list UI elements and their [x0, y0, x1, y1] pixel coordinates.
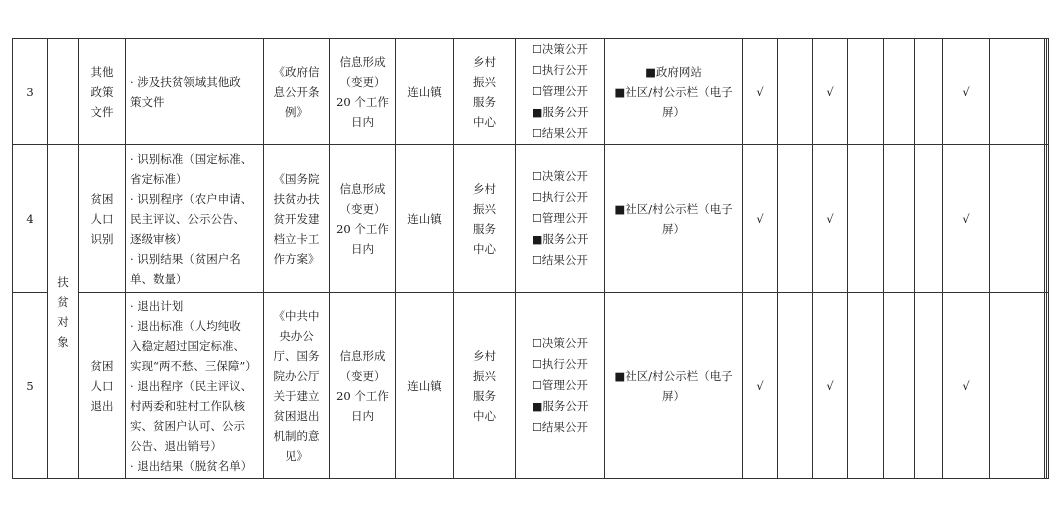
timing-line: 信息形成 [339, 181, 386, 196]
organization-line: 乡村 [473, 348, 496, 363]
disclosure-option [516, 102, 604, 123]
channel-line: 屏） [662, 388, 685, 403]
content-detail [126, 145, 264, 293]
item-name [79, 145, 126, 293]
group-label-char: 扶 [57, 274, 69, 289]
code-cell [1047, 145, 1049, 293]
table-row [13, 145, 1049, 293]
tick-cell: √ [813, 145, 848, 293]
tick-cell: √ [943, 39, 990, 145]
organization-line: 中心 [473, 114, 496, 129]
basis-line: 息公开条 [273, 84, 320, 99]
disclosure-type [516, 39, 605, 145]
disclosure-option-label: 服务公开 [542, 105, 589, 119]
code-line [1047, 386, 1048, 406]
disclosure-option [516, 333, 604, 354]
content-line: · 识别结果（贫困户名 [130, 251, 241, 266]
tick-cell: √ [743, 145, 778, 293]
disclosure-option-label: 决策公开 [541, 336, 588, 350]
content-line: · 退出计划 [130, 298, 184, 313]
organization-line: 服务 [473, 221, 496, 236]
basis [264, 39, 330, 145]
basis-line: 贫开发建 [273, 211, 320, 226]
empty-box-icon: ☐ [532, 170, 542, 183]
empty-box-icon: ☐ [532, 358, 542, 371]
disclosure-option [516, 81, 604, 102]
group-label-char: 对 [57, 314, 69, 329]
disclosure-option-label: 决策公开 [541, 169, 588, 183]
empty-cell [915, 145, 943, 293]
empty-box-icon: ☐ [532, 212, 542, 225]
code-line [1045, 366, 1046, 386]
empty-box-icon: ☐ [532, 254, 542, 267]
timing [330, 293, 396, 479]
disclosure-option [516, 39, 604, 60]
code-line [1047, 92, 1048, 112]
organization-line: 乡村 [473, 181, 496, 196]
tick-cell: √ [813, 293, 848, 479]
timing-line: 20 个工作 [336, 221, 389, 236]
timing-line: （变更） [339, 74, 386, 89]
organization-line: 服务 [473, 388, 496, 403]
timing-line: 日内 [351, 408, 374, 423]
disclosure-option [516, 187, 604, 208]
disclosure-option [516, 208, 604, 229]
content-line: · 涉及扶贫领域其他政 [130, 74, 241, 89]
timing-line: （变更） [339, 201, 386, 216]
content-line: 逐级审核） [130, 231, 188, 246]
disclosure-option [516, 166, 604, 187]
timing-line: 20 个工作 [336, 388, 389, 403]
organization-line: 服务 [473, 94, 496, 109]
basis-line: 扶贫办扶 [273, 191, 320, 206]
content-line: 实现“两不愁、三保障”） [130, 358, 257, 373]
disclosure-option [516, 417, 604, 438]
empty-cell [848, 39, 884, 145]
channel-line: 屏） [662, 104, 685, 119]
channels [605, 39, 743, 145]
empty-cell [915, 293, 943, 479]
basis-line: 例》 [285, 104, 308, 119]
empty-cell [884, 39, 915, 145]
item-name-line: 贫困 [90, 358, 114, 373]
content-line: 公告、退出销号） [130, 438, 222, 453]
item-name-line: 退出 [90, 398, 114, 413]
content-line: · 识别标准（国定标准、 [130, 151, 253, 166]
empty-box-icon: ☐ [532, 191, 542, 204]
organization-line: 中心 [473, 241, 496, 256]
empty-cell [990, 293, 1045, 479]
organization-line: 中心 [473, 408, 496, 423]
disclosure-option-label: 决策公开 [541, 42, 588, 56]
organization-line: 振兴 [473, 201, 496, 216]
code-line [1045, 219, 1046, 239]
organization-line: 乡村 [473, 54, 496, 69]
basis [264, 293, 330, 479]
disclosure-option-label: 结果公开 [541, 126, 588, 140]
code-cell [1047, 39, 1049, 145]
timing-line: （变更） [339, 368, 386, 383]
empty-cell [848, 293, 884, 479]
empty-cell [848, 145, 884, 293]
empty-box-icon: ☐ [532, 421, 542, 434]
channels [605, 145, 743, 293]
content-line: 单、数量） [130, 271, 188, 286]
channel-line: ■社区/村公示栏（电子 [614, 84, 733, 99]
item-name [79, 39, 126, 145]
disclosure-option [516, 60, 604, 81]
channel-line: 屏） [662, 221, 685, 236]
item-name [79, 293, 126, 479]
tick-cell: √ [813, 39, 848, 145]
disclosure-table [12, 38, 1049, 479]
disclosure-option [516, 375, 604, 396]
town: 连山镇 [396, 39, 454, 145]
timing-line: 日内 [351, 114, 374, 129]
code-line [1045, 92, 1046, 112]
group-label-char: 象 [57, 334, 69, 349]
tick-cell: √ [943, 293, 990, 479]
disclosure-option-label: 执行公开 [541, 190, 588, 204]
basis-line: 机制的意 [273, 428, 320, 443]
basis-line: 院办公厅 [273, 368, 320, 383]
organization-line: 振兴 [473, 368, 496, 383]
item-name-line: 贫困 [90, 191, 114, 206]
tick-cell: √ [743, 39, 778, 145]
basis [264, 145, 330, 293]
basis-line: 《政府信 [273, 64, 320, 79]
item-name-line: 人口 [90, 378, 114, 393]
group-label-char: 贫 [57, 294, 69, 309]
content-line: 民主评议、公示公告、 [130, 211, 245, 226]
empty-cell [778, 39, 813, 145]
basis-line: 贫困退出 [273, 408, 320, 423]
content-line: 策文件 [130, 94, 165, 109]
organization [454, 39, 516, 145]
tick-cell: √ [743, 293, 778, 479]
empty-cell [778, 145, 813, 293]
channel-line: ■社区/村公示栏（电子 [614, 201, 733, 216]
empty-cell [884, 145, 915, 293]
item-name-line: 其他 [90, 64, 114, 79]
group-label [48, 145, 79, 479]
tick-cell: √ [943, 145, 990, 293]
disclosure-option-label: 服务公开 [542, 399, 589, 413]
basis-line: 《中共中 [273, 308, 320, 323]
basis-line: 《国务院 [273, 171, 320, 186]
content-line: · 退出标准（人均纯收 [130, 318, 241, 333]
empty-box-icon: ☐ [532, 85, 542, 98]
code-line [1047, 199, 1048, 219]
item-name-line: 政策 [90, 84, 114, 99]
channel-line: ■政府网站 [645, 64, 702, 79]
disclosure-option [516, 354, 604, 375]
code-line [1047, 366, 1048, 386]
item-name-line: 识别 [90, 231, 114, 246]
disclosure-option-label: 管理公开 [541, 211, 588, 225]
basis-line: 厅、国务 [273, 348, 320, 363]
checked-box-icon: ■ [532, 400, 543, 413]
timing-line: 信息形成 [339, 348, 386, 363]
empty-box-icon: ☐ [532, 379, 542, 392]
town: 连山镇 [396, 145, 454, 293]
row-number: 4 [13, 145, 48, 293]
town: 连山镇 [396, 293, 454, 479]
disclosure-option [516, 229, 604, 250]
empty-cell [990, 39, 1045, 145]
basis-line: 关于建立 [273, 388, 320, 403]
empty-box-icon: ☐ [532, 64, 542, 77]
disclosure-option-label: 服务公开 [542, 232, 589, 246]
disclosure-option-label: 执行公开 [541, 63, 588, 77]
timing [330, 39, 396, 145]
disclosure-type [516, 293, 605, 479]
checked-box-icon: ■ [532, 233, 543, 246]
code-cell [1047, 293, 1049, 479]
timing-line: 信息形成 [339, 54, 386, 69]
empty-box-icon: ☐ [532, 43, 542, 56]
blank-group-cell [48, 39, 79, 145]
disclosure-option-label: 结果公开 [541, 253, 588, 267]
disclosure-option [516, 396, 604, 417]
organization-line: 振兴 [473, 74, 496, 89]
basis-line: 作方案》 [273, 251, 320, 266]
basis-line: 央办公 [279, 328, 314, 343]
empty-cell [884, 293, 915, 479]
item-name-line: 人口 [90, 211, 114, 226]
organization [454, 145, 516, 293]
channel-line: ■社区/村公示栏（电子 [614, 368, 733, 383]
empty-box-icon: ☐ [532, 337, 542, 350]
code-line [1045, 199, 1046, 219]
content-line: 村两委和驻村工作队核 [130, 398, 245, 413]
content-line: · 退出程序（民主评议、 [130, 378, 253, 393]
checked-box-icon: ■ [532, 106, 543, 119]
basis-line: 见》 [285, 448, 308, 463]
table-body [13, 39, 1049, 479]
empty-cell [778, 293, 813, 479]
empty-box-icon: ☐ [532, 127, 542, 140]
timing [330, 145, 396, 293]
code-line [1047, 72, 1048, 92]
timing-line: 20 个工作 [336, 94, 389, 109]
disclosure-option-label: 结果公开 [541, 420, 588, 434]
disclosure-option-label: 管理公开 [541, 378, 588, 392]
disclosure-type [516, 145, 605, 293]
code-line [1045, 72, 1046, 92]
timing-line: 日内 [351, 241, 374, 256]
organization [454, 293, 516, 479]
empty-cell [990, 145, 1045, 293]
content-line: 入稳定超过国定标准、 [130, 338, 245, 353]
disclosure-option [516, 123, 604, 144]
channels [605, 293, 743, 479]
empty-cell [915, 39, 943, 145]
disclosure-option-label: 执行公开 [541, 357, 588, 371]
content-line: · 识别程序（农户申请、 [130, 191, 253, 206]
basis-line: 档立卡工 [273, 231, 320, 246]
content-line: 省定标准） [130, 171, 188, 186]
table-row [13, 39, 1049, 145]
row-number: 5 [13, 293, 48, 479]
content-line: 实、贫困户认可、公示 [130, 418, 245, 433]
disclosure-option [516, 250, 604, 271]
row-number: 3 [13, 39, 48, 145]
disclosure-option-label: 管理公开 [541, 84, 588, 98]
code-line [1045, 386, 1046, 406]
content-detail [126, 293, 264, 479]
item-name-line: 文件 [90, 104, 114, 119]
content-line: · 退出结果（脱贫名单） [130, 458, 253, 473]
code-line [1047, 219, 1048, 239]
table-row [13, 293, 1049, 479]
content-detail [126, 39, 264, 145]
